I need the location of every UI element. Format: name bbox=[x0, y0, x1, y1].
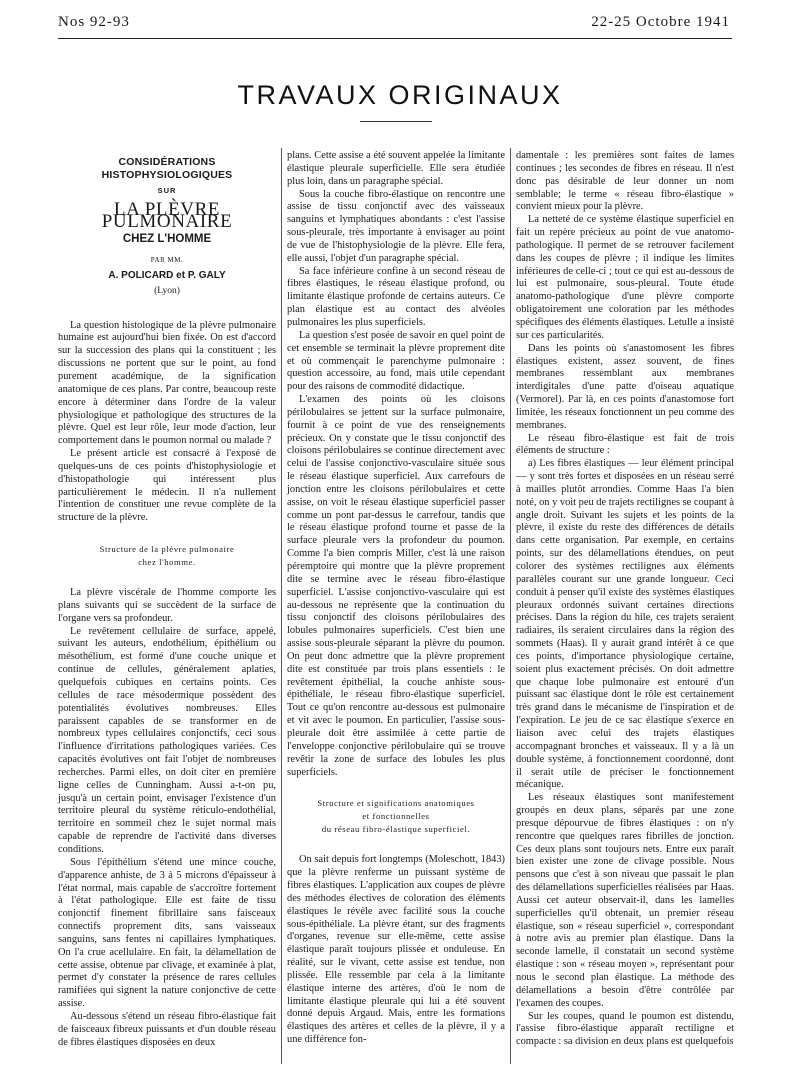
paragraph: La question s'est posée de savoir en quel point de cet ensemble se terminait la plèvre proprement dite et où commençait le parenchyme pulmonaire : question accessoire, au fond, mais utile cependant pour des raisons de commodité didactique. bbox=[287, 329, 505, 393]
paragraph: Le réseau fibro-élastique est fait de trois éléments de structure : bbox=[516, 432, 734, 457]
section-heading-line: Structure de la plèvre pulmonaire bbox=[99, 544, 235, 555]
column-divider bbox=[510, 148, 511, 1064]
paragraph: a) Les fibres élastiques — leur élément principal — y sont très fortes et disposées en un réseau serré à mailles plutôt arrondies. Comme Haas l'a bien noté, on y voit peu de trajets rectilignes se coupant à angle droit. Suivant les sujets et les points de la plèvre, il existe du reste des différences de détails dans cette organisation. Par exemple, en certains points, sur des délamellations étendues, on peut colorer des systèmes rectilignes aux éléments parallèles courant sur une grande longueur. Ceci conduit à penser qu'il existe des systèmes élastiques pleuraux ordonnés suivant certaines directions précises. Dans la région du hile, ces trajets seraient radiaires, ils seraient circulaires dans la région des sommets (Haas). Il y aurait grand intérêt à ce que ces points, d'importance physiologique certaine, soient plus exactement précisés. On doit admettre que chaque lobe pulmonaire est entouré d'un puissant sac élastique dont le rôle est certainement très grand dans le mécanisme de l'inspiration et de l'expiration. Le jeu de ce sac élastique s'exerce en liaison avec celui des trajets élastiques accompagnant bronches et vaisseaux. Il y a là un double système, à fonctionnement coordonné, dont il serait utile de préciser le fonctionnement mécanique. bbox=[516, 458, 734, 791]
paragraph: Les réseaux élastiques sont manifestement groupés en deux plans, séparés par une zone presque dépourvue de fibres élastiques : on n'y rencontre que quelques rares fibrilles de jonction. Ces deux plans sont toujours nets. Entre eux paraît bien exister une zone de clivage possible. Nous pensons que c'est à son niveau que passait le plan des délamellations superficielles réalisées par Haas. Aussi cet auteur observait-il, dans les lamelles superficielles qu'il obtenait, un premier réseau élastique, son « réseau superficiel », correspondant à notre avis au premier plan élastique. Dans la seconde lamelle, il constatait un second système élastique : son « réseau moyen », représentant pour nous le second plan élastique. La méthode des délamellations a besoin d'être contrôlée par l'examen des coupes. bbox=[516, 792, 734, 1009]
paragraph: Sur les coupes, quand le poumon est distendu, l'assise fibro-élastique apparaît rectiligne et compacte : sa division en deux plans est quelquefois bbox=[516, 1010, 734, 1048]
article-authors: A. POLICARD et P. GALY bbox=[108, 269, 226, 281]
section-title: TRAVAUX ORIGINAUX bbox=[237, 80, 563, 110]
article-subtitle: CHEZ L'HOMME bbox=[122, 233, 212, 246]
section-heading-line: du réseau fibro-élastique superficiel. bbox=[321, 824, 471, 835]
column-2 bbox=[287, 150, 505, 1047]
paragraph: Au-dessous s'étend un réseau fibro-élastique fait de faisceaux fibreux puissants et d'un double réseau de fibres élastiques disposées en deux bbox=[58, 1010, 276, 1048]
issue-number: Nos 92-93 bbox=[58, 14, 130, 30]
paragraph: L'examen des points où les cloisons périlobulaires se jettent sur la surface pulmonaire, fournit à ce point de vue des renseignements précieux. On y constate que le tissu conjonctif des cloisons périlobulaires se continue directement avec celui de l'assise conjonctivo-vasculaire située sous le réseau élastique superficiel. Aux carrefours de jonction entre les cloisons périlobulaires et cette assise, on voit le réseau élastique superficiel passer comme un pont par-dessus le carrefour, tandis que le réseau élastique profond tourne et passe de la surface pleurale vers la profondeur du poumon. Comme l'a bien compris Miller, c'est là une raison péremptoire qui montre que la plèvre proprement dite se termine avec le réseau fibro-élastique superficiel. L'assise conjonctivo-vasculaire qui est au-dessous ne représente que la continuation du tissu conjonctif des cloisons périlobulaires des lobules pulmonaires superficiels. C'est bien une assise sous-pleurale séparant la plèvre du poumon. On peut donc admettre que la plèvre proprement dite est constituée par trois plans essentiels : le revêtement épithélial, la couche anhiste sous-épithéliale, le réseau fibro-élastique superficiel. Tout ce qu'on rencontre au-dessous est pulmonaire et vit avec le poumon. En particulier, l'assise sous-pleurale doit être assimilée à cette partie de l'enveloppe conjonctive périlobulaire qui se trouve revêtir la zone de surface des lobules les plus superficiels. bbox=[287, 394, 505, 778]
section-heading-line: chez l'homme. bbox=[138, 557, 196, 568]
article-par: PAR MM. bbox=[150, 256, 184, 265]
title-rule bbox=[360, 121, 432, 122]
paragraph: Dans les points où s'anastomosent les fibres élastiques existent, assez souvent, de fines membranes ressemblant aux membranes interdigitales d'une patte d'oiseau aquatique (Vermorel). Par là, en ces points d'anastomose fort limitée, les réseaux fonctionnent un peu comme des membranes. bbox=[516, 342, 734, 431]
issue-date: 22-25 Octobre 1941 bbox=[591, 14, 730, 30]
article-city: (Lyon) bbox=[154, 285, 180, 296]
paragraph: Le présent article est consacré à l'exposé de quelques-uns de ces points d'histophysiologie et d'histopathologie qui intéressent plus particulièrement le médecin. Il n'a nullement l'intention de constituer une revue complète de la structure de la plèvre. bbox=[58, 448, 276, 524]
paragraph: La question histologique de la plèvre pulmonaire humaine est aujourd'hui bien fixée. On est d'accord sur la succession des plans qui la constituent ; les discussions ne portent que sur le point, au fond purement académique, de la signification anatomique de ces plans. Par contre, beaucoup reste encore à déterminer dans l'ordre de la valeur physiologique et pathologique des structures de la plèvre. Quel est leur rôle, leur mode d'action, leur comportement dans le poumon normal ou malade ? bbox=[58, 319, 276, 447]
header-rule bbox=[58, 38, 732, 39]
column-1 bbox=[58, 150, 276, 1049]
article-sur: SUR bbox=[157, 185, 177, 195]
paragraph: On sait depuis fort longtemps (Moleschott, 1843) que la plèvre renferme un puissant système de fibres élastiques. L'application aux coupes de plèvre des méthodes électives de coloration des éléments élastiques le révèle avec facilité sous la couche sous-épithéliale. La plèvre étant, sur des fragments d'organes, revenue sur elle-même, cette assise élastique paraît toujours plissée et onduleuse. En réalité, sur le vivant, cette assise est tendue, non plissée. Elle ressemble par cela à la limitante élastique interne des artères, d'où le nom de limitante élastique pleurale qui lui a été souvent donné depuis Argaud. Mais, entre les formations élastiques des artères et celles de la plèvre, il y a une différence fon- bbox=[287, 854, 505, 1046]
paragraph: La plèvre viscérale de l'homme comporte les plans suivants qui se succèdent de la surface de l'organe vers sa profondeur. bbox=[58, 587, 276, 624]
paragraph: plans. Cette assise a été souvent appelée la limitante élastique pleurale superficielle. Elle sera étudiée plus loin, dans un paragraphe spécial. bbox=[287, 150, 505, 187]
article-supertitle: CONSIDÉRATIONS HISTOPHYSIOLOGIQUES bbox=[101, 156, 233, 181]
paragraph: damentale : les premières sont faites de lames continues ; les secondes de fibres en réseau. Il n'est donc pas désirable de leur donner un nom semblable; le terme « réseau fibro-élastique » convient mieux pour la plèvre. bbox=[516, 150, 734, 213]
paragraph: Sous la couche fibro-élastique on rencontre une assise de tissu conjonctif avec des vaisseaux sanguins et lymphatiques abondants : c'est l'assise sous-pleurale, très importante à envisager au point de vue de l'histophysiologie de la plèvre. Elle fera, elle aussi, l'objet d'un paragraphe spécial. bbox=[287, 188, 505, 264]
column-3 bbox=[516, 150, 734, 1049]
column-divider bbox=[281, 148, 282, 1064]
paragraph: Le revêtement cellulaire de surface, appelé, suivant les auteurs, endothélium, épithélium ou mésothélium, est formé d'une couche unique et continue de cellules, généralement aplaties, quelquefois cubiques en certains points. Ces cellules de race mésodermique possèdent des potentialités évolutives nombreuses. Elles paraissent capables de se transformer en de nombreux types cellulaires conjonctifs, ceci sous l'influence d'irritations pathologiques variées. Ces capacités évolutives ont fait l'objet de nombreuses recherches. Parmi elles, on doit citer en première ligne celles de Cunningham. Aussi a-t-on pu, jusqu'à un certain point, envisager l'existence d'un territoire pleural du système réticulo-endothélial, territoire en sommeil chez le sujet normal mais capable de reprendre de l'activité dans diverses conditions. bbox=[58, 625, 276, 855]
paragraph: La netteté de ce système élastique superficiel en fait un repère précieux au point de vue anatomo-pathologique. Il permet de se retrouver facilement dans les coupes de plèvre ; il indique les limites inférieures de celle-ci ; tout ce qui est au-dessous de lui est pulmonaire, sous-pleural. Toute étude anatomo-pathologique d'une plèvre comporte obligatoirement une coloration par les méthodes spécifiques des éléments élastiques. Letulle a insisté sur ces particularités. bbox=[516, 214, 734, 341]
section-heading bbox=[58, 543, 276, 569]
paragraph: Sa face inférieure confine à un second réseau de fibres élastiques, le réseau élastique profond, ou limitante élastique profonde de certains auteurs. Ce plan élastique est au contact des alvéoles pulmonaires les plus superficiels. bbox=[287, 265, 505, 328]
section-heading-line: Structure et significations anatomiques bbox=[317, 798, 475, 809]
section-heading bbox=[287, 797, 505, 836]
section-heading-line: et fonctionnelles bbox=[362, 811, 430, 822]
article-title: LA PLÈVRE PULMONAIRE bbox=[101, 198, 233, 233]
paragraph: Sous l'épithélium s'étend une mince couche, d'apparence anhiste, de 3 à 5 microns d'épaisseur à l'état normal, mais capable de s'accroître fortement à l'état pathologique. Elle est faite de tissu conjonctif finement fibrillaire sans faisceaux connectifs proprement dits, sans vaisseaux sanguins, sans fentes ni capillaires lymphatiques. On l'a crue acellulaire. En fait, la délamellation de cette assise, obtenue par clivage, et examinée à plat, permet d'y constater la présence de rares cellules ramifiées qui signent la nature conjonctive de cette assise. bbox=[58, 856, 276, 1010]
